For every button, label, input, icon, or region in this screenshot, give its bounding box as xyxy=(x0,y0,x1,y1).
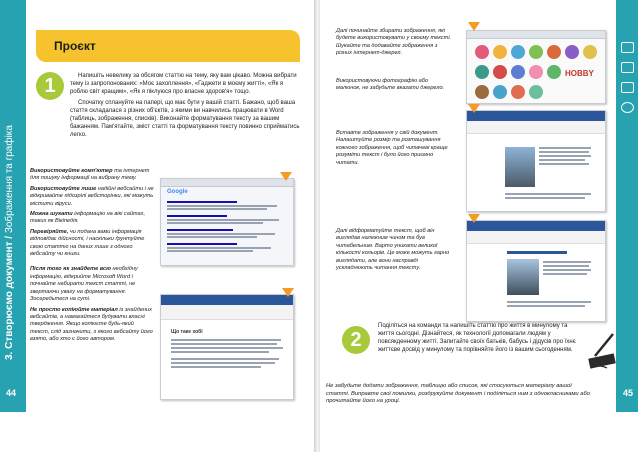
task-number-2: 2 xyxy=(342,326,370,354)
chapter-title: 3. Створюємо документ / Зображення та графіка xyxy=(4,125,15,360)
task-number-1: 1 xyxy=(36,72,64,100)
project-title: Проєкт xyxy=(54,39,96,53)
word-ribbon xyxy=(161,305,293,320)
formatted-photo xyxy=(507,259,539,295)
browser-toolbar xyxy=(161,179,293,187)
footer-note: Не забудьте додати зображення, таблицю або список, які стосуються матеріалу вашої статті. Виправте свої помилки, роздрукуйте документ і поділіться ним з однокласниками або прочитайте його на уроці. xyxy=(326,383,590,405)
step-item: Використовуйте комп'ютер та інтернет для пошуку інформації на вибрану тему. xyxy=(30,168,150,182)
page-number-right: 45 xyxy=(622,388,633,398)
image-search-screenshot xyxy=(466,30,606,104)
table-icon xyxy=(621,62,634,73)
document-icon xyxy=(621,42,634,53)
right-sidebar xyxy=(616,0,638,412)
step-cite-source: Використовуючи фотографію або малюнок, не забудьте вказати джерело. xyxy=(336,78,445,92)
word-document-screenshot xyxy=(160,294,294,400)
task1-paragraph-1: Напишіть невелику за обсягом статтю на тему, яку вам цікаво. Можна вибрати тему із запропонованих: «Моє захоплення», «Гаджети в моєму житті», «Як я роблю світ кращим», «Як я піклуюся про власне здоров'я» тощо. xyxy=(70,73,297,95)
step-item: Не просто копіюйте матеріал із знайдених вебсайтів, а намагайтеся будувати власні твердження. Якщо копіюєте будь-який текст, слід зазначити, з якого вебсайту його взято, або хто є його автором. xyxy=(30,306,153,343)
chapter-sidebar xyxy=(0,0,26,412)
step-item: Після того як знайдете всю необхідну інформацію, відкрийте Microsoft Word і почнайте набирати текст статті, не звертаючи увагу на форматування. Зосередьтеся на суті. xyxy=(30,266,138,303)
word-ribbon xyxy=(467,121,605,134)
search-logo: Google xyxy=(167,189,188,195)
bookmark-flag-icon xyxy=(468,22,480,31)
search-results-screenshot xyxy=(160,178,294,266)
project-banner xyxy=(36,30,300,62)
step-collect-images: Далі починайте збирати зображення, які будете використовувати у своєму тексті. Шукайте та додавайте зображення з різних інтернет-джерел. xyxy=(336,28,452,57)
task1-paragraph-2: Спочатку сплануйте на папері, що має бути у вашій статті. Бажано, щоб ваша стаття складалася з різних об'єктів, з якими ви навчились працювати в Word (таблиць, зображення, списків). Виконайте форматування тексту за вашим бажанням. Пам'ятайте, зміст статті та форматування тексту повинно сприйматись легко. xyxy=(70,100,300,138)
bookmark-flag-icon xyxy=(468,214,480,223)
bookmark-flag-icon xyxy=(282,288,294,297)
step-insert-images: Вставте зображення у свій документ. Налаштуйте розмір та розташування кожного зображення, щоб читачеві кращe розуміти текст і було його приємно читати. xyxy=(336,130,448,166)
step-item: Перевіряйте, чи подана вами інформація відповідає дійсності, і наскільки ґрунтуйте свою статтю на даних лише з одного вебсайту чи книги. xyxy=(30,228,145,258)
bookmark-flag-icon xyxy=(468,104,480,113)
left-page xyxy=(0,0,316,452)
task1-text xyxy=(70,72,300,139)
hobby-label: HOBBY xyxy=(565,69,594,78)
document-with-image-screenshot xyxy=(466,110,606,212)
settings-icon xyxy=(621,102,634,113)
inserted-photo xyxy=(505,147,535,187)
image-icon xyxy=(621,82,634,93)
bookmark-flag-icon xyxy=(280,172,292,181)
left-steps-list xyxy=(30,168,154,347)
document-heading: Що таке хобі xyxy=(171,329,203,335)
chapter-subtitle: Зображення та графіка xyxy=(4,125,15,234)
step-item: Можна шукати інформацію на вікі сайтах, таких як Вікіпедія. xyxy=(30,211,145,225)
step-format-text: Далі відформатуйте текст, щоб він виглядав належним чином та був читабельним. Варто уникати великої кількості кольорів. Це може можуть гарно виглядати, але вони насправді ускладнюють читання тексту. xyxy=(336,228,450,272)
browser-toolbar xyxy=(467,31,605,39)
step-item: Використовуйте лише надійні вебсайти і не відкривайте підозрілі вебсторінки, які можуть містити віруси. xyxy=(30,185,154,207)
formatted-document-screenshot xyxy=(466,220,606,322)
word-ribbon xyxy=(467,231,605,244)
page-number-left: 44 xyxy=(6,388,17,398)
task2-text: Поділіться на команди та напишіть статтю про життя в минулому та життя сьогодні. Дізнайтеся, як технології допомагали людям у повсякденному житті. Запитайте своїх батьків, бабусь і дідусів про їхнє життєве досвід у минулому та порівняйте його із вашим сьогоденням. xyxy=(378,323,576,353)
pen-writing-icon xyxy=(585,330,619,370)
